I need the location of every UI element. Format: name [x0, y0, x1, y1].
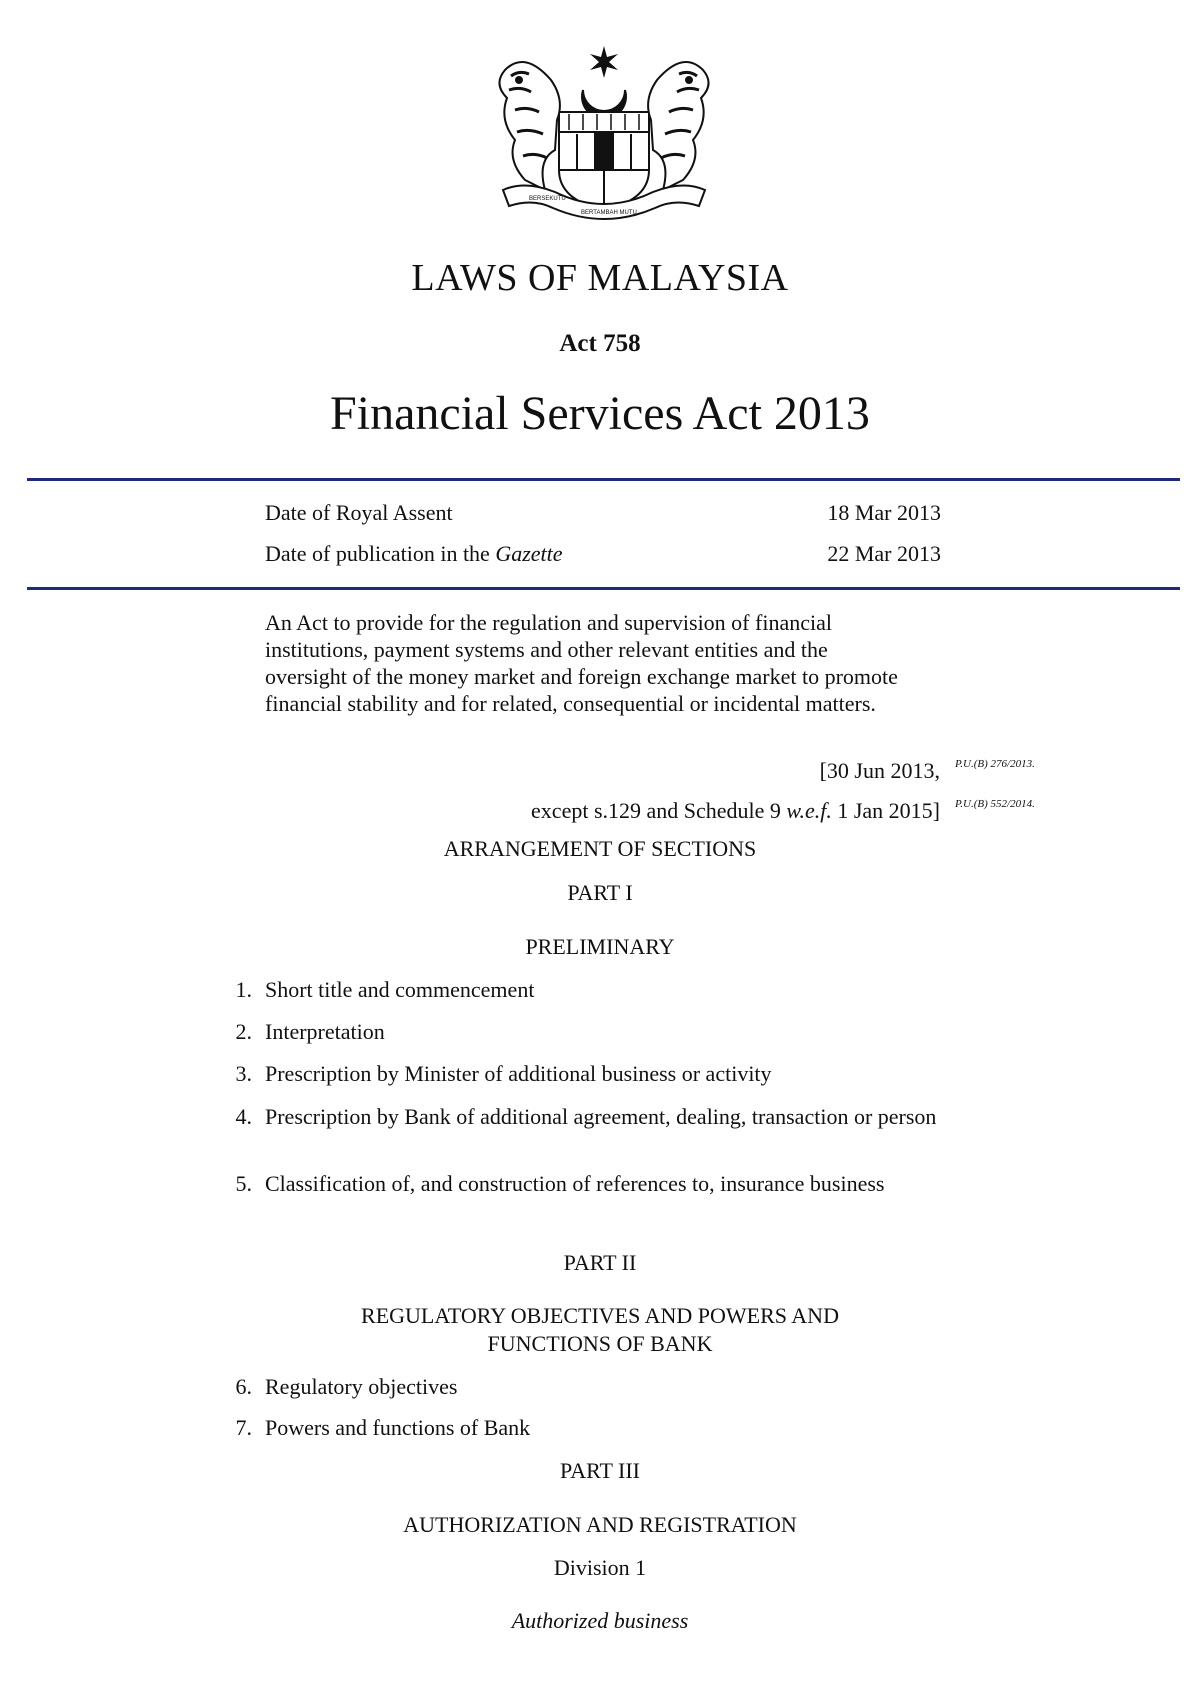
top-divider	[27, 478, 1180, 481]
commencement-line-1: [30 Jun 2013,	[819, 758, 940, 783]
part-3-label: PART III	[560, 1458, 640, 1483]
part-3-title: AUTHORIZATION AND REGISTRATION	[403, 1512, 797, 1537]
date-value: 22 Mar 2013	[827, 541, 941, 566]
act-number: Act 758	[559, 330, 641, 357]
date-value: 18 Mar 2013	[827, 500, 941, 525]
part-1-label: PART I	[567, 880, 633, 905]
part-1-title: PRELIMINARY	[525, 934, 675, 959]
jurisdiction-title: LAWS OF MALAYSIA	[411, 257, 789, 299]
bottom-divider	[27, 587, 1180, 590]
preamble: An Act to provide for the regulation and supervision of financial institutions, payment systems and other relevant entities and the oversight of the money market and foreign exchange market to promote financial stability and for related, consequential or incidental matters.	[265, 610, 898, 716]
crest-motto-left: BERSEKUTU	[529, 196, 566, 202]
commencement-note-2: P.U.(B) 552/2014.	[955, 798, 1035, 810]
commencement-line-2: except s.129 and Schedule 9 w.e.f. 1 Jan 2015]	[531, 798, 940, 823]
date-label: Date of publication in the Gazette	[265, 541, 563, 566]
division-label: Division 1	[553, 1555, 647, 1580]
date-row-publication	[265, 541, 941, 571]
part-2-label: PART II	[563, 1250, 637, 1275]
division-title: Authorized business	[511, 1608, 689, 1633]
gazette-label: Gazette	[495, 541, 563, 566]
coat-of-arms-icon	[485, 40, 723, 222]
date-label: Date of Royal Assent	[265, 500, 453, 525]
crest-motto-center: BERTAMBAH MUTU	[581, 210, 637, 216]
act-title: Financial Services Act 2013	[330, 387, 870, 440]
part-2-title: REGULATORY OBJECTIVES AND POWERS AND FUNCTIONS OF BANK	[361, 1303, 839, 1356]
date-row-royal-assent	[265, 500, 941, 530]
arrangement-heading: ARRANGEMENT OF SECTIONS	[443, 836, 757, 861]
commencement-note-1: P.U.(B) 276/2013.	[955, 758, 1035, 770]
